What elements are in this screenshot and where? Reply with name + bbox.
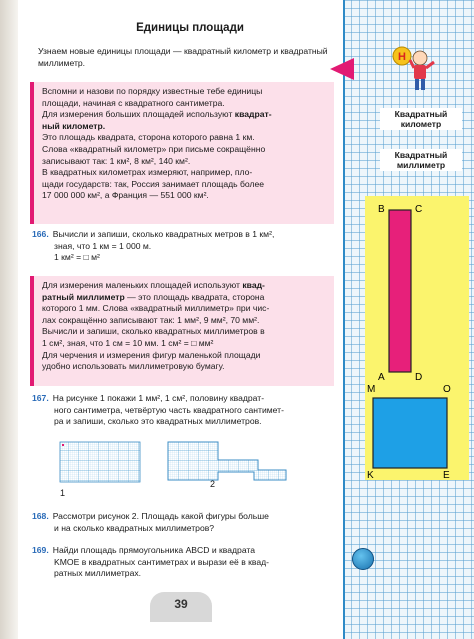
millimetre-paper-figures	[58, 440, 328, 500]
label-m: M	[367, 384, 376, 395]
task-169-line-1	[32, 545, 332, 557]
box2-term-start: квад-	[242, 280, 265, 290]
box1-term-end: ный километр.	[42, 120, 106, 131]
figure-2-shape	[168, 442, 286, 480]
mascot-head	[413, 51, 427, 65]
box1-line-4	[42, 121, 332, 133]
box1-line-6: Слова «квадратный километр» при письме сокращённо	[42, 143, 266, 154]
box1-line-9: щади государств: так, Россия занимает площадь более	[42, 178, 265, 189]
task-number: 167.	[32, 393, 49, 403]
task-166-text-1: Вычисли и запиши, сколько квадратных метров в 1 км²,	[52, 229, 275, 239]
pink-pointer-arrow	[330, 58, 354, 80]
box1-term-start: квадрат-	[234, 109, 272, 120]
label-d: D	[415, 372, 423, 383]
label-o: O	[443, 384, 451, 395]
page-gutter-shadow	[0, 0, 18, 639]
box2-line-1-text: Для измерения маленьких площадей используют	[42, 280, 240, 290]
task-number: 169.	[32, 545, 49, 555]
task-166-line-1	[32, 229, 332, 241]
mascot-arm	[426, 62, 434, 68]
shapes-drawing	[365, 196, 469, 480]
grid-sidebar-edge	[343, 0, 345, 639]
box1-line-1: Вспомни и назови по порядку известные тебе единицы	[42, 86, 263, 96]
box2-line-4: лах сокращённо записывают так: 1 мм², 9 мм², 70 мм².	[42, 314, 260, 325]
info-box-square-km	[30, 82, 334, 224]
task-166	[32, 229, 332, 264]
box2-term-end: ратный миллиметр	[42, 291, 125, 302]
rectangle-abcd	[389, 210, 411, 372]
label-b: B	[378, 204, 385, 215]
box2-line-6: 1 см², зная, что 1 см = 10 мм. 1 см² = □ мм²	[42, 337, 214, 348]
box1-line-7: записывают так: 1 км², 8 км², 140 км².	[42, 155, 191, 166]
box2-line-7: Для черчения и измерения фигур маленькой площади	[42, 349, 261, 360]
square-kmoe	[373, 398, 447, 468]
task-number: 168.	[32, 511, 49, 521]
legend-square-mm	[380, 149, 462, 171]
task-168-line-2: и на сколько квадратных миллиметров?	[54, 522, 215, 533]
box1-line-2: площади, начиная с квадратного сантиметра.	[42, 97, 225, 108]
box2-line-3: которого 1 мм. Слова «квадратный миллиметр» при чис-	[42, 303, 270, 314]
label-k: K	[367, 470, 374, 480]
task-169-line-2: KMOE в квадратных сантиметрах и вырази её в квад-	[54, 556, 270, 567]
task-169-text-1: Найди площадь прямоугольника ABCD и квадрата	[52, 545, 256, 555]
legend-mm-line-1: Квадратный	[394, 150, 448, 160]
mascot-body	[414, 65, 426, 79]
task-166-line-3: 1 км² = □ м²	[54, 252, 100, 262]
box1-line-10: 17 000 000 км², а Франция — 551 000 км².	[42, 190, 209, 201]
box1-line-5: Это площадь квадрата, сторона которого равна 1 км.	[42, 132, 255, 143]
mascot-character	[386, 42, 442, 98]
figure-1-grid	[60, 442, 140, 482]
task-167	[32, 393, 332, 428]
box1-line-3-text: Для измерения больших площадей используют	[42, 109, 233, 120]
task-169-line-3: ратных миллиметрах.	[54, 568, 142, 578]
box2-line-1	[42, 280, 332, 292]
lead-paragraph: Узнаем новые единицы площади — квадратный километр и квадратный миллиметр.	[38, 46, 328, 68]
box2-line-2	[42, 292, 332, 304]
box1-line-8: В квадратных километрах измеряют, например, пло-	[42, 167, 253, 178]
task-167-line-3: ра и запиши, сколько это квадратных миллиметров.	[54, 416, 262, 426]
info-box-square-mm	[30, 276, 334, 386]
badge-letter: Н	[398, 51, 406, 63]
page-number: 39	[174, 597, 188, 611]
globe-icon	[352, 548, 374, 570]
figure-1-marker	[62, 444, 64, 446]
legend-km-line-1: Квадратный	[394, 109, 448, 119]
label-a: A	[378, 372, 385, 383]
box2-line-5: Вычисли и запиши, сколько квадратных миллиметров в	[42, 326, 265, 337]
legend-km-line-2: километр	[400, 119, 442, 129]
task-167-line-2: ного сантиметра, четвёртую часть квадратного сантимет-	[54, 404, 284, 415]
label-e: E	[443, 470, 450, 480]
figure-2-label: 2	[210, 479, 216, 489]
mascot-leg-left	[415, 79, 419, 90]
task-166-line-2: зная, что 1 км = 1 000 м.	[54, 240, 152, 251]
task-167-line-1	[32, 393, 332, 405]
task-168-text-1: Рассмотри рисунок 2. Площадь какой фигуры больше	[52, 511, 269, 521]
info-box-text	[42, 86, 332, 202]
page-title: Единицы площади	[136, 22, 244, 34]
task-168	[32, 511, 332, 534]
label-c: C	[415, 204, 423, 215]
task-169	[32, 545, 332, 580]
legend-mm-line-2: миллиметр	[396, 160, 446, 170]
task-167-text-1: На рисунке 1 покажи 1 мм², 1 см², половину квадрат-	[52, 393, 265, 403]
box2-line-8: удобно использовать миллиметровую бумагу.	[42, 361, 225, 372]
mascot-leg-right	[421, 79, 425, 90]
task-number: 166.	[32, 229, 49, 239]
box1-line-3	[42, 109, 332, 121]
figure-1-label: 1	[60, 488, 66, 498]
info-box-text	[42, 280, 332, 373]
task-168-line-1	[32, 511, 332, 523]
box2-line-2-text: — это площадь квадрата, сторона	[127, 291, 265, 302]
legend-square-km	[380, 108, 462, 130]
